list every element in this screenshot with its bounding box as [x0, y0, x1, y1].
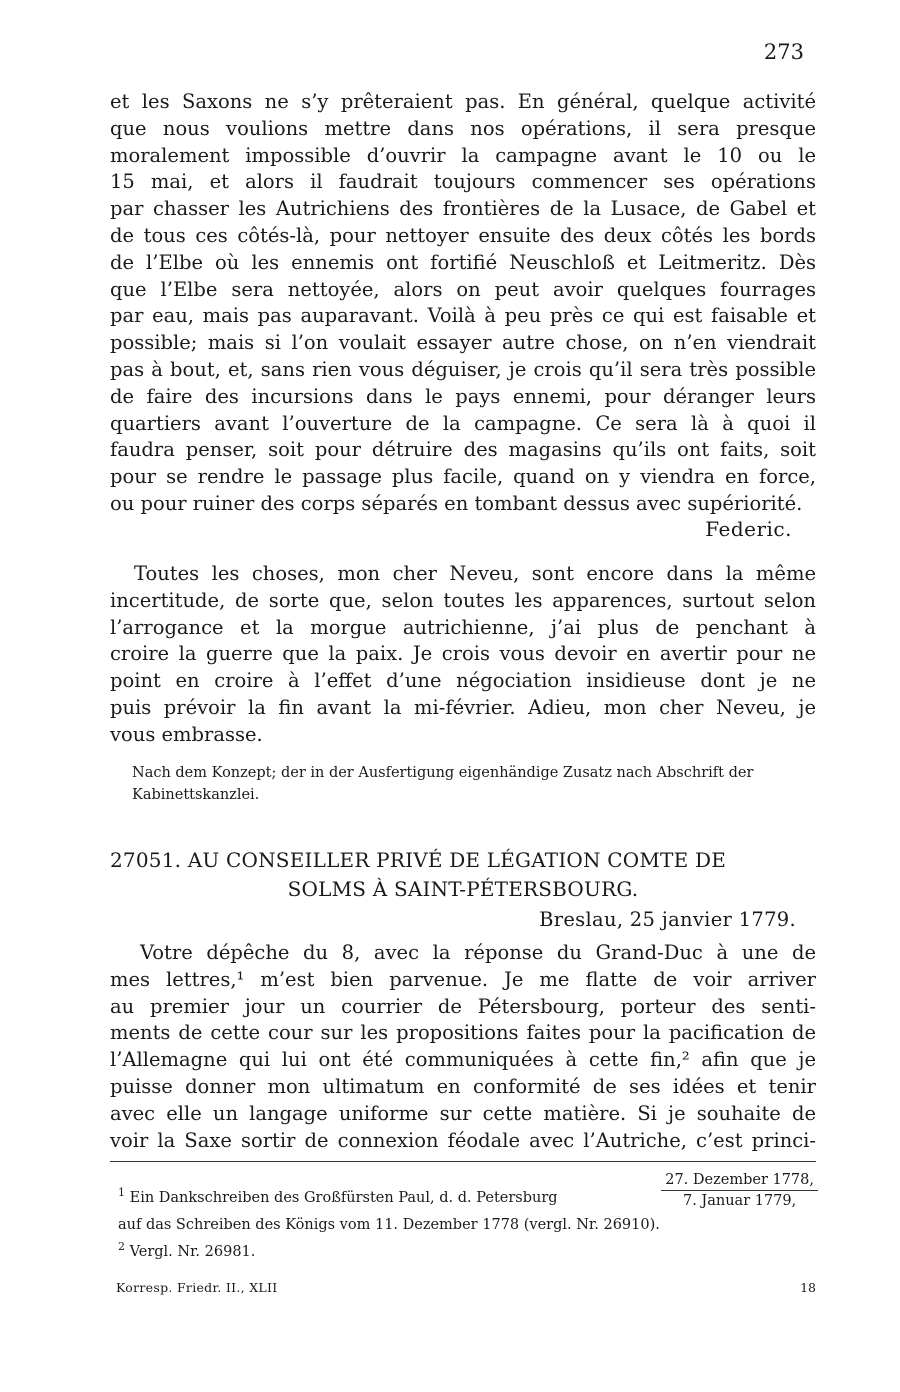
text-line: point en croire à l’effet d’une négociation insidieuse dont je ne — [110, 669, 816, 693]
footnote-fraction — [661, 1170, 818, 1211]
page-number: 273 — [763, 40, 804, 64]
footnote-text: Ein Dankschreiben des Großfürsten Paul, d. d. Petersburg — [129, 1189, 558, 1206]
text-line: mes lettres,¹ m’est bien parvenue. Je me flatte de voir arriver — [110, 967, 816, 991]
text-line: puisse donner mon ultimatum en conformité de ses idées et tenir — [110, 1074, 816, 1098]
footnote-marker: 2 — [118, 1240, 125, 1253]
text-line: par eau, mais pas auparavant. Voilà à peu près ce qui est faisable et — [110, 304, 816, 328]
letter-body — [110, 940, 816, 1154]
footer-volume: Korresp. Friedr. II., XLII — [116, 1280, 278, 1295]
signature: Federic. — [705, 517, 792, 541]
footnote-1-continuation — [118, 1214, 818, 1236]
text-line: Votre dépêche du 8, avec la réponse du Grand-Duc à une de — [140, 941, 816, 964]
text-line: faudra penser, soit pour détruire des magasins qu’ils ont faits, soit — [110, 438, 816, 462]
footnote-text: Vergl. Nr. 26981. — [129, 1243, 256, 1260]
text-line: que nous voulions mettre dans nos opérations, il sera presque — [110, 116, 816, 140]
text-line: ments de cette cour sur les propositions faites pour la pacification de — [110, 1021, 816, 1045]
text-line: incertitude, de sorte que, selon toutes les apparences, surtout selon — [110, 588, 816, 612]
text-line: au premier jour un courrier de Pétersbourg, porteur des senti- — [110, 994, 816, 1018]
fraction-denominator: 7. Januar 1779, — [682, 1193, 797, 1209]
footer-signature-mark: 18 — [800, 1280, 816, 1295]
text-line: Toutes les choses, mon cher Neveu, sont encore dans la même — [134, 562, 816, 585]
footnote-1 — [118, 1170, 818, 1214]
footnote-rule — [110, 1161, 816, 1162]
text-line: l’arrogance et la morgue autrichienne, j’ai plus de penchant à — [110, 615, 816, 639]
text-line: avec elle un langage uniforme sur cette matière. Si je souhaite de — [110, 1101, 816, 1125]
dateline: Breslau, 25 janvier 1779. — [539, 908, 796, 931]
text-line: 15 mai, et alors il faudrait toujours commencer ses opérations — [110, 170, 816, 194]
text-line: et les Saxons ne s’y prêteraient pas. En général, quelque activité — [110, 90, 816, 113]
document-heading — [110, 846, 816, 904]
text-line: possible; mais si l’on voulait essayer autre chose, on n’en viendrait — [110, 331, 816, 355]
text-line: de tous ces côtés-là, pour nettoyer ensuite des deux côtés les bords — [110, 223, 816, 247]
text-line: l’Allemagne qui lui ont été communiquées à cette fin,² afin que je — [110, 1048, 816, 1072]
text-line: de l’Elbe où les ennemis ont fortifié Neuschloß et Leitmeritz. Dès — [110, 250, 816, 274]
postscript — [110, 561, 816, 749]
fraction-numerator: 27. Dezember 1778, — [661, 1170, 818, 1191]
text-line: pour se rendre le passage plus facile, quand on y viendra en force, — [110, 465, 816, 489]
text-line: moralement impossible d’ouvrir la campagne avant le 10 ou le — [110, 143, 816, 167]
letter-continuation — [110, 89, 816, 518]
text-line: ou pour ruiner des corps séparés en tombant dessus avec supériorité. — [110, 491, 803, 515]
source-note: Nach dem Konzept; der in der Ausfertigung eigenhändige Zusatz nach Abschrift der Kabinettskanzlei. — [132, 765, 754, 803]
text-line: vous embrasse. — [110, 722, 263, 746]
text-line: de faire des incursions dans le pays ennemi, pour déranger leurs — [110, 384, 816, 408]
footnote-text: auf das Schreiben des Königs vom 11. Dezember 1778 (vergl. Nr. 26910). — [118, 1217, 660, 1233]
text-line: que l’Elbe sera nettoyée, alors on peut avoir quelques fourrages — [110, 277, 816, 301]
footnotes — [118, 1170, 818, 1258]
footnote-marker: 1 — [118, 1186, 125, 1199]
text-line: pas à bout, et, sans rien vous déguiser, je crois qu’il sera très possible — [110, 357, 816, 381]
text-line: voir la Saxe sortir de connexion féodale avec l’Autriche, c’est princi- — [110, 1128, 816, 1152]
text-line: quartiers avant l’ouverture de la campagne. Ce sera là à quoi il — [110, 411, 816, 435]
footnote-2 — [118, 1236, 818, 1258]
text-line: croire la guerre que la paix. Je crois vous devoir en avertir pour ne — [110, 642, 816, 666]
heading-line: 27051. AU CONSEILLER PRIVÉ DE LÉGATION COMTE DE — [110, 848, 726, 872]
text-line: puis prévoir la fin avant la mi-février. Adieu, mon cher Neveu, je — [110, 695, 816, 719]
heading-line: SOLMS À SAINT-PÉTERSBOURG. — [287, 877, 639, 901]
text-line: par chasser les Autrichiens des frontières de la Lusace, de Gabel et — [110, 197, 816, 221]
footnote-1-text — [118, 1182, 558, 1209]
